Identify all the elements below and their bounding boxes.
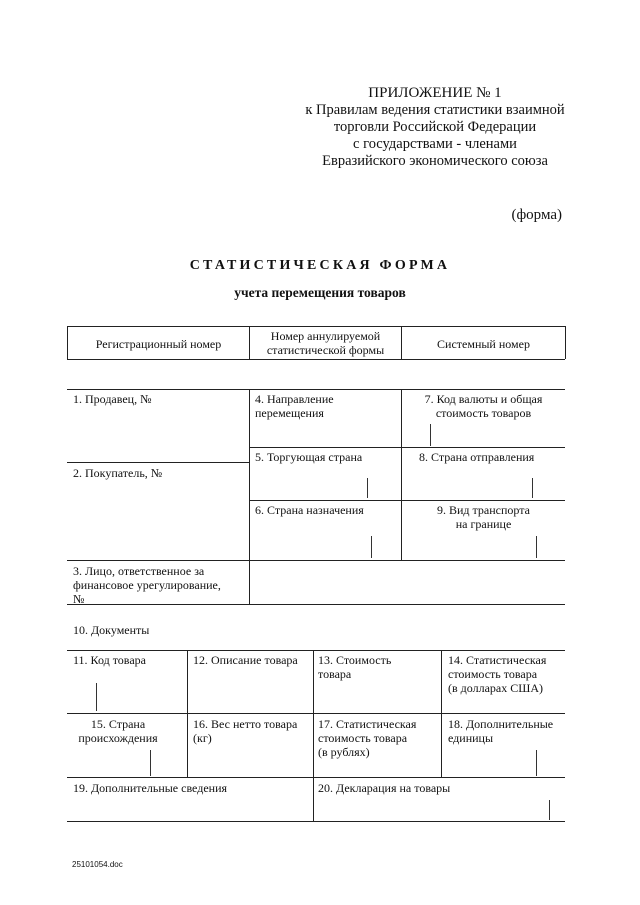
field-9-line-2: на границе bbox=[455, 517, 512, 531]
field-13-line-2: товара bbox=[318, 667, 352, 681]
field-14-line-3: (в долларах США) bbox=[448, 681, 544, 695]
registration-number-label: Регистрационный номер bbox=[95, 337, 222, 351]
field-12-goods-description: 12. Описание товара bbox=[193, 653, 298, 667]
cancelled-form-number-line-1: Номер аннулируемой bbox=[270, 329, 381, 343]
appendix-line-1: к Правилам ведения статистики взаимной bbox=[305, 102, 565, 118]
system-number-label: Системный номер bbox=[437, 337, 530, 351]
field-18-line-1: 18. Дополнительные bbox=[448, 717, 554, 731]
field-9-line-1: 9. Вид транспорта bbox=[437, 503, 530, 517]
field-3-responsible-person bbox=[73, 564, 221, 606]
field-16-net-weight bbox=[193, 717, 297, 745]
field-16-line-2: (кг) bbox=[193, 731, 212, 745]
appendix-title: ПРИЛОЖЕНИЕ № 1 bbox=[368, 85, 502, 101]
field-19-additional-info: 19. Дополнительные сведения bbox=[73, 781, 228, 795]
field-17-line-2: стоимость товара bbox=[318, 731, 408, 745]
field-15-origin-country bbox=[68, 717, 168, 745]
field-4-line-1: 4. Направление bbox=[255, 392, 334, 406]
form-title: СТАТИСТИЧЕСКАЯ ФОРМА bbox=[189, 258, 451, 273]
field-1-seller: 1. Продавец, № bbox=[73, 392, 152, 406]
appendix-line-4: Евразийского экономического союза bbox=[322, 153, 548, 169]
field-16-line-1: 16. Вес нетто товара bbox=[193, 717, 298, 731]
field-17-line-3: (в рублях) bbox=[318, 745, 370, 759]
form-label: (форма) bbox=[511, 207, 562, 223]
field-14-stat-value-usd bbox=[448, 653, 546, 695]
field-13-line-1: 13. Стоимость bbox=[318, 653, 392, 667]
appendix-header bbox=[270, 84, 600, 170]
field-7-line-2: стоимость товаров bbox=[435, 406, 532, 420]
field-5-trading-country: 5. Торгующая страна bbox=[255, 450, 363, 464]
field-17-line-1: 17. Статистическая bbox=[318, 717, 417, 731]
field-2-buyer: 2. Покупатель, № bbox=[73, 466, 163, 480]
field-15-line-2: происхождения bbox=[78, 731, 158, 745]
field-18-line-2: единицы bbox=[448, 731, 494, 745]
field-6-destination-country: 6. Страна назначения bbox=[255, 503, 364, 517]
field-18-additional-units bbox=[448, 717, 553, 745]
field-3-line-1: 3. Лицо, ответственное за bbox=[73, 564, 205, 578]
field-8-departure-country: 8. Страна отправления bbox=[419, 450, 535, 464]
field-4-direction bbox=[255, 392, 334, 420]
field-14-line-1: 14. Статистическая bbox=[448, 653, 547, 667]
field-14-line-2: стоимость товара bbox=[448, 667, 538, 681]
appendix-line-3: с государствами - членами bbox=[353, 136, 517, 152]
field-20-goods-declaration: 20. Декларация на товары bbox=[318, 781, 451, 795]
field-3-line-3: № bbox=[73, 592, 85, 606]
field-7-currency bbox=[402, 392, 565, 420]
appendix-line-2: торговли Российской Федерации bbox=[333, 119, 537, 135]
field-4-line-2: перемещения bbox=[255, 406, 324, 420]
field-3-line-2: финансовое урегулирование, bbox=[73, 578, 221, 592]
form-subtitle: учета перемещения товаров bbox=[234, 285, 406, 300]
field-7-line-1: 7. Код валюты и общая bbox=[424, 392, 543, 406]
cancelled-form-number-line-2: статистической формы bbox=[266, 343, 385, 357]
field-10-documents: 10. Документы bbox=[73, 623, 150, 637]
document-code: 25101054.doc bbox=[72, 860, 123, 869]
field-15-line-1: 15. Страна bbox=[90, 717, 146, 731]
cancelled-form-number-label bbox=[250, 329, 401, 357]
field-17-stat-value-rub bbox=[318, 717, 416, 759]
field-11-goods-code: 11. Код товара bbox=[73, 653, 146, 667]
field-9-transport bbox=[402, 503, 565, 531]
field-13-goods-value bbox=[318, 653, 391, 681]
